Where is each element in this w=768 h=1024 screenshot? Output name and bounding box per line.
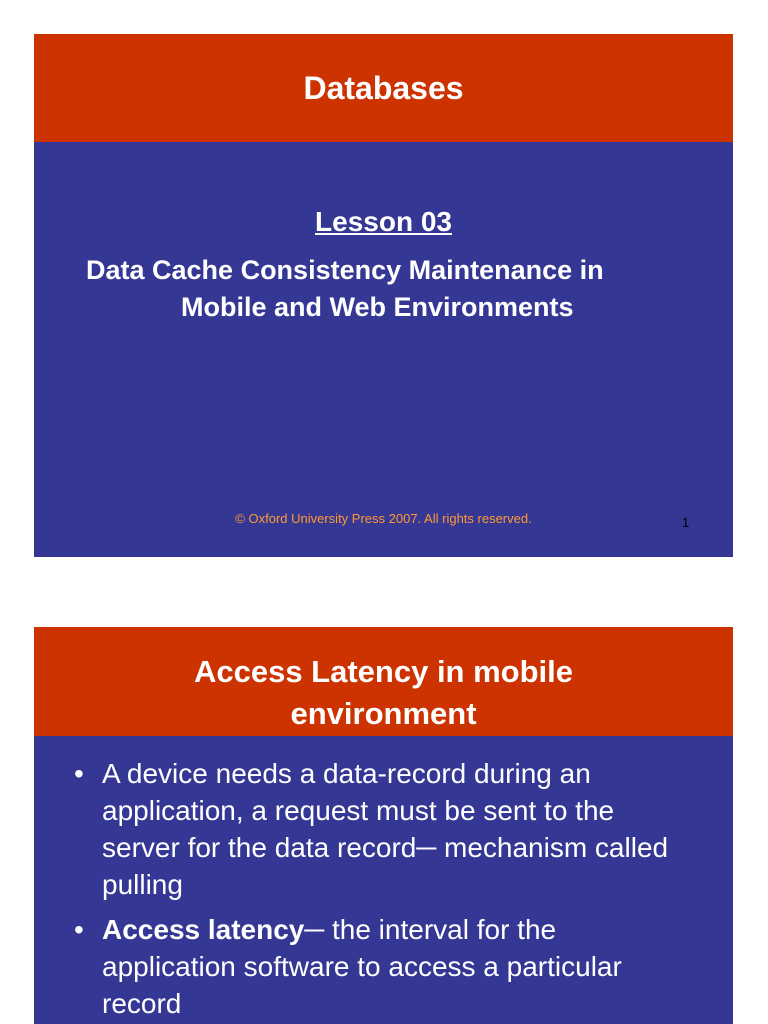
title-line-2: environment <box>290 696 477 731</box>
lesson-subtitle <box>86 252 686 326</box>
copyright-notice <box>34 511 733 526</box>
bullet-text: A device needs a data-record during an application, a request must be sent to the server for the data record─ mechanism called pulling <box>102 758 669 900</box>
bullet-item <box>74 911 694 1022</box>
lesson-number: Lesson 03 <box>315 206 452 237</box>
copyright-text: Oxford University Press 2007. All rights reserved. <box>244 511 532 526</box>
slide-title: Databases <box>34 34 733 142</box>
bullet-list <box>74 755 694 1024</box>
slide-1 <box>34 34 733 557</box>
slide-title <box>34 627 733 736</box>
slide-number: 1 <box>682 515 690 530</box>
title-line-1: Access Latency in mobile <box>193 654 574 689</box>
bullet-term: Access latency <box>102 914 305 945</box>
copyright-symbol: © <box>235 511 245 526</box>
bullet-item <box>74 755 694 903</box>
slide-2 <box>34 627 733 1024</box>
subtitle-line-2: Mobile and Web Environments <box>181 292 574 322</box>
subtitle-line-1: Data Cache Consistency Maintenance in <box>86 255 604 285</box>
bullet-icon: • <box>74 758 84 789</box>
bullet-text: ─ the interval for the application software to access a particular record <box>102 914 622 1019</box>
bullet-icon: • <box>74 914 84 945</box>
